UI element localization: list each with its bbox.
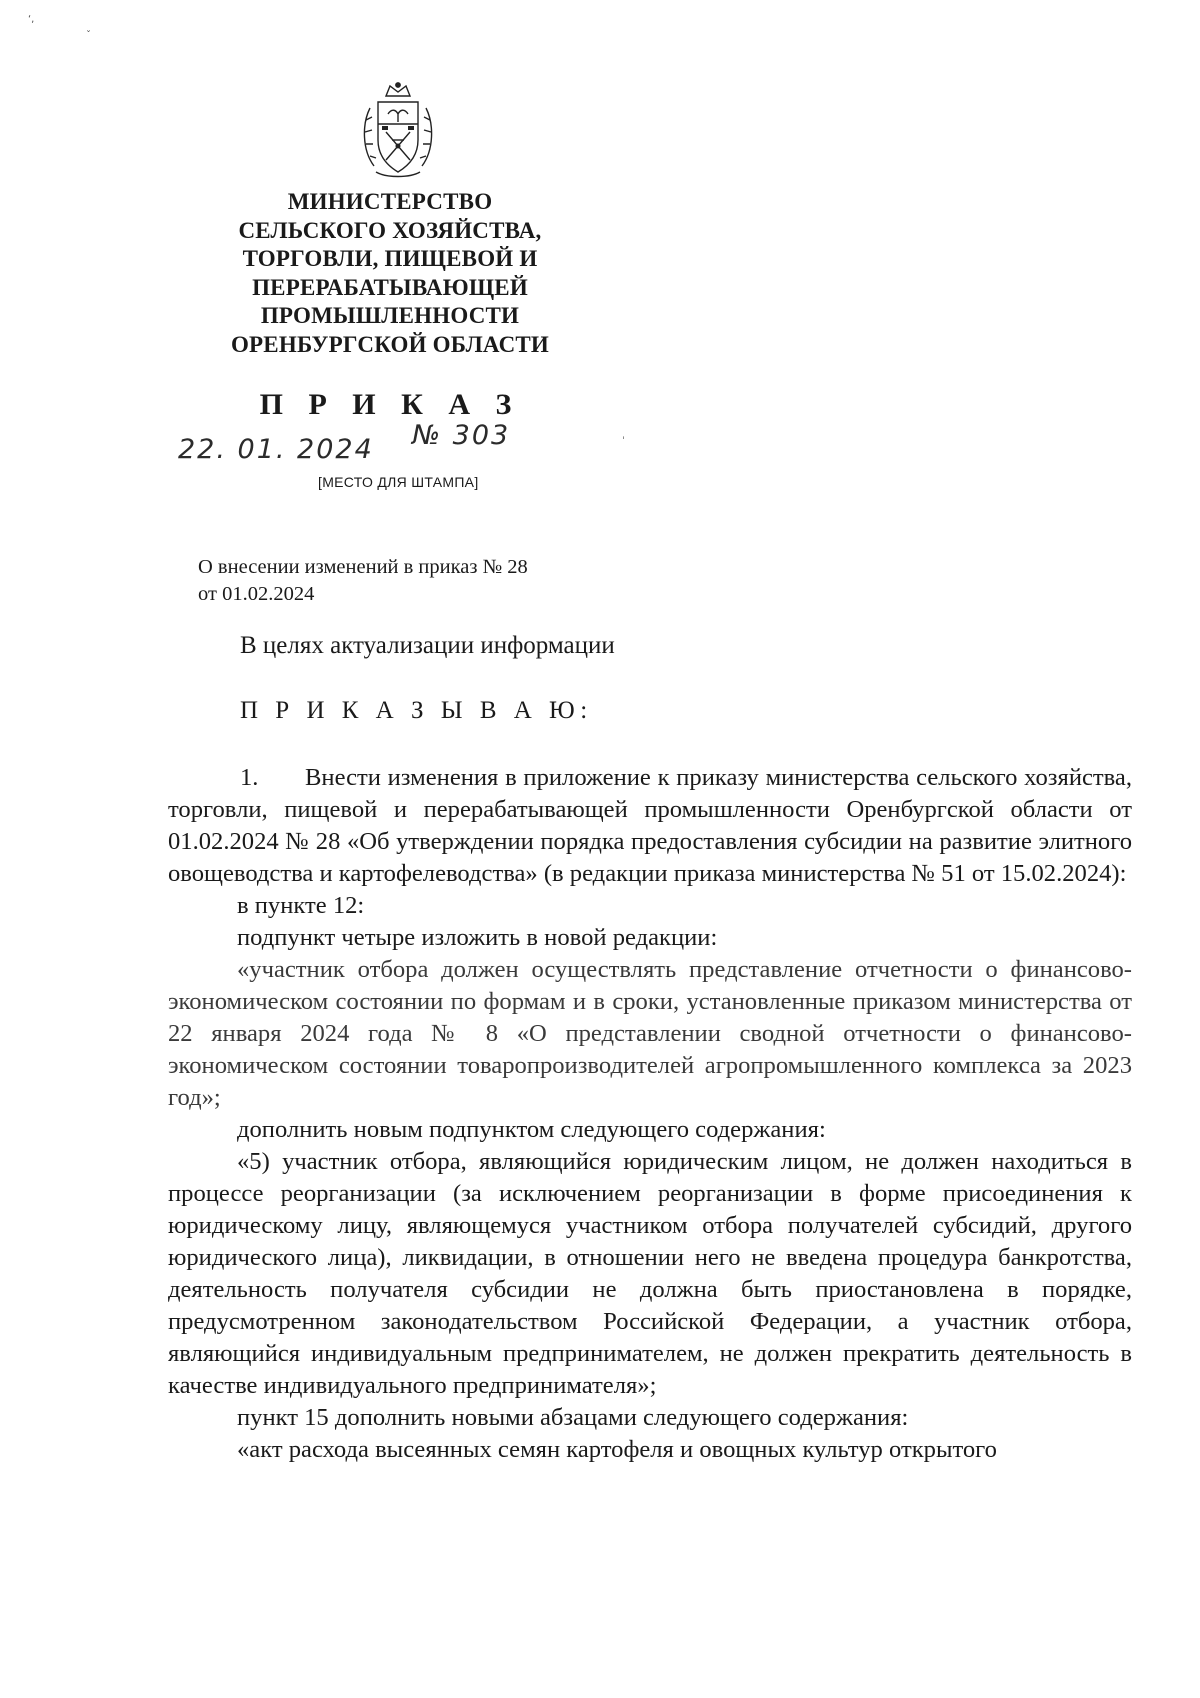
coat-of-arms-icon xyxy=(356,80,440,184)
document-type-title: П Р И К А З xyxy=(259,388,521,421)
scan-artifact-mark: ˇ xyxy=(86,30,91,41)
paragraph-subpoint-4: подпункт четыре изложить в новой редакции: xyxy=(237,924,718,951)
preamble-text: В целях актуализации информации xyxy=(240,632,615,659)
ministry-name-line: ТОРГОВЛИ, ПИЩЕВОЙ И xyxy=(242,246,538,271)
stamp-placeholder: [МЕСТО ДЛЯ ШТАМПА] xyxy=(318,474,479,490)
scan-artifact-mark: ‘, xyxy=(28,14,35,25)
ministry-name-line: СЕЛЬСКОГО ХОЗЯЙСТВА, xyxy=(238,217,542,243)
paragraph-act-start: «акт расхода высеянных семян картофеля и овощных культур открытого xyxy=(237,1436,997,1463)
ministry-name-line: ПЕРЕРАБАТЫВАЮЩЕЙ xyxy=(252,274,528,300)
ministry-name-line: МИНИСТЕРСТВО xyxy=(287,189,493,214)
order-body xyxy=(168,762,1132,1466)
orders-heading: П Р И К А З Ы В А Ю: xyxy=(240,697,593,724)
paragraph-quote-subpoint-5: «5) участник отбора, являющийся юридическим лицом, не должен находиться в процессе реорганизации (за исключением реорганизации в форме присоединения к юридическому лицу, являющемуся участником отбора получателей субсидий, другого юридического лица), ликвидации, в отношении него не введена процедура банкротства, деятельность получателя субсидии не должна быть приостановлена в порядке, предусмотренном законодательством Российской Федерации, а участник отбора, являющийся индивидуальным предпринимателем, не должен прекратить деятельность в качестве индивидуального предпринимателя»; xyxy=(168,1148,1132,1399)
order-item-1 xyxy=(168,762,1132,890)
ministry-name-line: ОРЕНБУРГСКОЙ ОБЛАСТИ xyxy=(230,331,550,357)
scan-artifact-mark: ˈ xyxy=(622,436,625,447)
subject-line: О внесении изменений в приказ № 28 xyxy=(198,556,528,578)
ministry-name-line: ПРОМЫШЛЕННОСТИ xyxy=(260,303,520,328)
paragraph-quote-reporting: «участник отбора должен осуществлять представление отчетности о финансово-экономическом состоянии по формам и в сроки, установленные приказом министерства от 22 января 2024 года № 8 «О представлении сводной отчетности о финансово-экономическом состоянии товаропроизводителей агропромышленного комплекса за 2023 год»; xyxy=(168,956,1132,1111)
paragraph-point-15: пункт 15 дополнить новыми абзацами следующего содержания: xyxy=(237,1404,909,1431)
paragraph-point-12: в пункте 12: xyxy=(237,892,365,919)
item-text: Внести изменения в приложение к приказу министерства сельского хозяйства, торговли, пищевой и перерабатывающей промышленности Оренбургской области от 01.02.2024 № 28 «Об утверждении порядка предоставления субсидии на развитие элитного овощеводства и картофелеводства» (в редакции приказа министерства № 51 от 15.02.2024): xyxy=(168,764,1132,887)
handwritten-number: № 303 xyxy=(412,420,511,451)
item-number: 1. xyxy=(240,764,259,791)
paragraph-add-subpoint: дополнить новым подпунктом следующего содержания: xyxy=(237,1116,826,1143)
handwritten-date: 22. 01. 2024 xyxy=(178,434,374,465)
ministry-name-block xyxy=(190,188,590,359)
document-subject xyxy=(198,554,528,608)
subject-line: от 01.02.2024 xyxy=(198,583,315,605)
